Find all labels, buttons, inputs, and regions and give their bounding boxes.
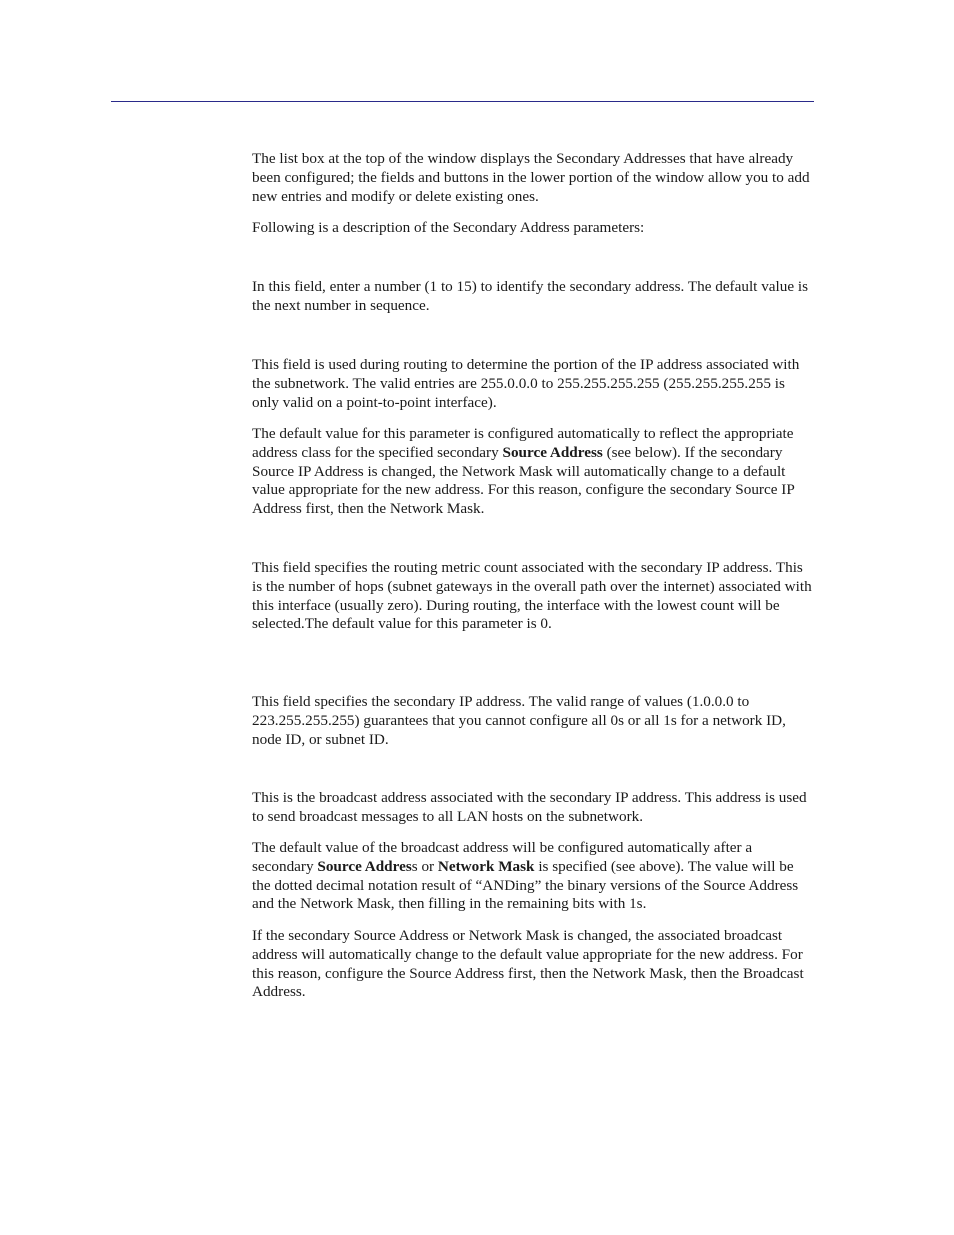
metric-description: This field specifies the routing metric count associated with the secondary IP address. This is the number of hops (subnet gateways in the overall path over the internet) associated with this interface (usually zero). During routing, the interface with the lowest count will be selected.The default value for this parameter is 0. — [252, 559, 812, 633]
text-run: The default value for this parameter is configured automatically to reflect the appropriate address class for the specified secondary — [252, 425, 794, 461]
source-address-term: Source Addres — [317, 857, 412, 875]
network-mask-default-paragraph — [252, 425, 814, 519]
broadcast-change-paragraph: If the secondary Source Address or Network Mask is changed, the associated broadcast address will automatically change to the default value appropriate for the new address. For this reason, configure the Source Address first, then the Network Mask, then the Broadcast Address. — [252, 927, 804, 1001]
header-rule — [111, 101, 814, 102]
text-run: is specified (see above). The value will be the dotted decimal notation result of “ANDing” the binary versions of the Source Address and the Network Mask, then filling in the remaining bits with 1s. — [252, 857, 799, 913]
following-paragraph: Following is a description of the Secondary Address parameters: — [252, 219, 645, 236]
broadcast-address-description: This is the broadcast address associated with the secondary IP address. This address is used to send broadcast messages to all LAN hosts on the subnetwork. — [252, 789, 807, 825]
text-run: (see below). If the secondary Source IP Address is changed, the Network Mask will automatically change to a default value appropriate for the new address. For this reason, configure the secondary Source IP Address first, then the Network Mask. — [252, 443, 795, 518]
source-address-description: This field specifies the secondary IP address. The valid range of values (1.0.0.0 to 223.255.255.255) guarantees that you cannot configure all 0s or all 1s for a network ID, node ID, or subnet ID. — [252, 693, 786, 748]
text-run: The default value of the broadcast address will be configured automatically after a secondary — [252, 839, 753, 875]
network-mask-description: This field is used during routing to determine the portion of the IP address associated with the subnetwork. The valid entries are 255.0.0.0 to 255.255.255.255 (255.255.255.255 is only valid on a point-to-point interface). — [252, 356, 800, 411]
index-description: In this field, enter a number (1 to 15) to identify the secondary address. The default value is the next number in sequence. — [252, 278, 809, 314]
network-mask-term: Network Mask — [437, 857, 535, 875]
source-address-term: Source Address — [502, 443, 603, 461]
broadcast-default-paragraph — [252, 839, 814, 914]
text-run: s or — [411, 857, 438, 875]
intro-paragraph: The list box at the top of the window displays the Secondary Addresses that have already been configured; the fields and buttons in the lower portion of the window allow you to add new entries and modify or delete existing ones. — [252, 150, 810, 205]
